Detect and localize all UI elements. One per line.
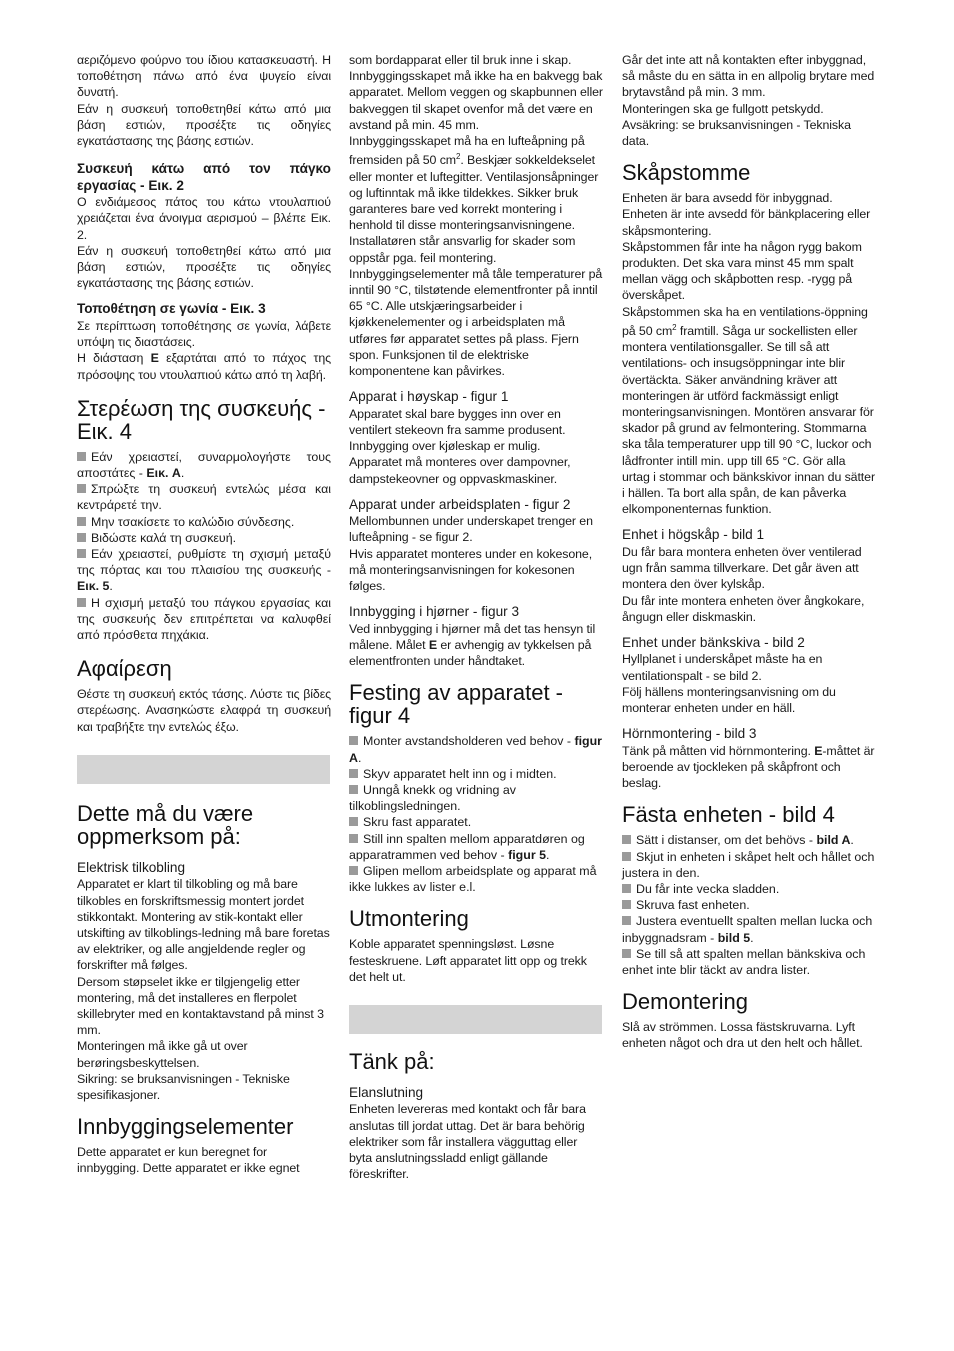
text: Μην τσακίσετε το καλώδιο σύνδεσης.: [91, 514, 295, 529]
paragraph: Koble apparatet spenningsløst. Løsne festeskruene. Løft apparatet litt opp og trekk det helt ut.: [349, 937, 587, 984]
figure-ref: figur A: [349, 734, 602, 765]
section-heading: Τοποθέτηση σε γωνία - Εικ. 3: [77, 301, 266, 317]
square-bullet-icon: [77, 549, 86, 558]
square-bullet-icon: [622, 884, 631, 893]
square-bullet-icon: [349, 834, 358, 843]
paragraph: Monteringen må ikke gå ut over berøringsbeskyttelsen.: [77, 1039, 248, 1070]
bullet-item: [622, 849, 876, 881]
column-norwegian-swedish: [349, 52, 603, 1182]
dimension-label: E: [150, 351, 159, 366]
section-title: Demontering: [622, 989, 748, 1015]
paragraph: Apparatet er klart til tilkobling og må bare tilkobles en forskriftsmessig montert jordet stikkontakt. Montering av stik-kontakt eller utskifting av tilkoblings-ledning må bare foretas av elektriker, og alle angjeldende regler og forskrifter må følges.: [77, 877, 330, 973]
square-bullet-icon: [349, 866, 358, 875]
text: Η διάσταση: [77, 351, 151, 366]
section-title: Tänk på:: [349, 1048, 435, 1074]
square-bullet-icon: [349, 769, 358, 778]
text: Ved innbygging i hjørner må det tas hensyn til målene. Målet: [349, 621, 596, 652]
text: Tänk på måtten vid hörnmontering.: [622, 743, 815, 758]
text: Skyv apparatet helt inn og i midten.: [363, 766, 557, 781]
paragraph: Hyllplanet i underskåpet måste ha en ventilationspalt - se bild 2.: [622, 652, 823, 683]
bullet-item: [77, 530, 331, 546]
section-heading: Συσκευή κάτω από τον πάγκο εργασίας - Εικ. 2: [77, 161, 331, 193]
text: . Beskjær sokkeldekselet eller monter et luftegitter. Ventilasjonsåpninger og luftinntak må ikke tildekkes. Sikker bruk garanteres bare ved korrekt montering i henhold til disse monteringsanvisningene. Installatøren står ansvarlig for skader som oppstår pga. feil montering. Innbyggingselementer må tåle temperaturer på inntil 90 °C, tilstøtende elementfronter på inntil 65 °C. Alle utskjæringsarbeider i kjøkkenelementer og i arbeidsplaten må utføres før apparatet settes på plass. Fjern spon. Funksjonen til de elektriske komponentene kan påvirkes.: [349, 153, 603, 378]
paragraph: Θέστε τη συσκευή εκτός τάσης. Λύστε τις βίδες στερέωσης. Ανασηκώστε ελαφρά τη συσκευή και τραβήξτε την εντελώς έξω.: [77, 687, 331, 734]
paragraph: Enheten levereras med kontakt och får bara anslutas till jordat uttag. Det är bara behörig elektriker som får installera vägguttag eller byta anslutningssladd enligt gällande föreskrifter.: [349, 1102, 586, 1182]
square-bullet-icon: [349, 785, 358, 794]
language-bar: [349, 1005, 602, 1034]
square-bullet-icon: [77, 452, 86, 461]
paragraph: [622, 743, 876, 792]
paragraph: Apparatet må monteres over dampovner, dampstekeovner og oppvaskmaskiner.: [349, 455, 571, 486]
superscript: 2: [672, 322, 677, 332]
section-title: Innbyggingselementer: [77, 1114, 294, 1140]
text: .: [180, 465, 185, 480]
section-heading: Elanslutning: [349, 1084, 424, 1100]
square-bullet-icon: [77, 598, 86, 607]
section-title: Skåpstomme: [622, 160, 751, 186]
bullet-item: [622, 946, 876, 978]
square-bullet-icon: [349, 736, 358, 745]
square-bullet-icon: [77, 533, 86, 542]
section-heading: Apparat i høyskap - figur 1: [349, 389, 509, 405]
column-swedish: [622, 52, 876, 1052]
paragraph: Apparatet skal bare bygges inn over en ventilert stekeovn fra samme produsent. Innbygging over kjøleskap er mulig.: [349, 406, 566, 454]
section-heading: Enhet i högskåp - bild 1: [622, 527, 765, 543]
text: -måttet är beroende av tjockleken på skåpfront och beslag.: [622, 743, 875, 791]
figure-ref: figur 5: [508, 847, 546, 862]
dimension-label: E: [814, 743, 823, 758]
text: .: [357, 750, 362, 765]
text: Sätt i distanser, om det behövs -: [636, 833, 817, 848]
text: Skåpstommen ska ha en ventilations-öppning på 50 cm: [622, 304, 868, 338]
text: .: [750, 930, 754, 945]
paragraph: Du får bara montera enheten över ventilerad ugn från samma tillverkare. Det går även att montera den över kylskåp.: [622, 544, 862, 592]
bullet-item: [622, 897, 876, 913]
bullet-item: [622, 832, 876, 848]
paragraph: Σε περίπτωση τοποθέτησης σε γωνία, λάβετε υπόψη τις διαστάσεις.: [77, 318, 331, 350]
bullet-item: [349, 733, 603, 765]
column-greek-norwegian: [77, 52, 331, 1177]
text: Se till så att spalten mellan bänkskiva och enhet inte blir täckt av andra lister.: [622, 946, 866, 977]
text: Σπρώξτε τη συσκευή εντελώς μέσα και κεντράρετέ την.: [77, 482, 331, 513]
text: Still inn spalten mellom apparatdøren og apparatrammen ved behov -: [349, 831, 585, 862]
paragraph: Enheten är bara avsedd för inbyggnad. Enheten är inte avsedd för bänkplacering eller skåpsmontering.: [622, 191, 871, 238]
paragraph: Εάν η συσκευή τοποθετηθεί κάτω από μια βάση εστιών, προσέξτε τις οδηγίες εγκατάστασης της βάσης εστιών.: [77, 101, 331, 149]
paragraph: Hvis apparatet monteres under en kokesone, må monteringsanvisningen for kokesonen følges.: [349, 546, 593, 594]
bullet-item: [349, 831, 603, 863]
paragraph: Monteringen ska ge fullgott petskydd.: [622, 101, 824, 116]
square-bullet-icon: [622, 852, 631, 861]
square-bullet-icon: [77, 484, 86, 493]
bullet-item: [77, 595, 331, 644]
bullet-item: [77, 514, 331, 530]
section-title: Dette må du være oppmerksom på:: [77, 800, 254, 849]
bullet-item: [77, 481, 331, 513]
text: Unngå knekk og vridning av tilkoblingsledningen.: [349, 782, 516, 814]
square-bullet-icon: [622, 835, 631, 844]
section-heading: Innbygging i hjørner - figur 3: [349, 604, 520, 620]
bullet-item: [622, 913, 876, 945]
paragraph: Mellombunnen under underskapet trenger en lufteåpning - se figur 2.: [349, 514, 593, 545]
square-bullet-icon: [622, 900, 631, 909]
section-title: Στερέωση της συσκευής - Εικ. 4: [77, 395, 326, 444]
language-bar: [77, 755, 330, 784]
section-heading: Hörnmontering - bild 3: [622, 726, 757, 742]
square-bullet-icon: [349, 817, 358, 826]
text: Η σχισμή μεταξύ του πάγκου εργασίας και της συσκευής δεν επιτρέπεται να καλυφθεί από πρόσθετα πηχάκια.: [77, 595, 331, 642]
text: Skjut in enheten i skåpet helt och hållet och justera in den.: [622, 849, 875, 880]
paragraph: Följ hällens monteringsanvisning om du monterar enheten under en häll.: [622, 684, 836, 716]
text: framtill. Såga ur sockellisten eller montera ventilationsgaller. Se till så att ventilations- och insugsöppningar inte blir övertäckta. Säker användning kräver att monteringen är utförd fackmässigt enligt monteringsanvisningen. Montören ansvarar för skador på grund av felmontering. Stommarna ska tåla temperaturer upp till 90 °C, luckor och lådfronter intill min. upp till 65 °C. Gör alla urtag i stommar och bänkskivor innan du sätter i hällen. Ta bort alla spån, de kan påverka elkomponenternas funktion.: [622, 323, 875, 517]
paragraph: som bordapparat eller til bruk inne i skap. Innbyggingsskapet må ikke ha en bakvegg bak apparatet. Mellom veggen og skapbunnen eller bakveggen til skapet ovenfor må det være en avstand på min. 45 mm.: [349, 53, 603, 132]
square-bullet-icon: [77, 517, 86, 526]
paragraph: [622, 304, 876, 518]
bullet-item: [349, 782, 603, 814]
square-bullet-icon: [622, 949, 631, 958]
superscript: 2: [456, 152, 461, 162]
figure-ref: bild 5: [717, 930, 751, 945]
paragraph: [349, 133, 603, 379]
text: Justera eventuellt spalten mellan lucka och inbyggnadsram -: [622, 914, 873, 945]
square-bullet-icon: [622, 916, 631, 925]
bullet-item: [349, 766, 603, 782]
paragraph: [77, 350, 331, 382]
paragraph: αεριζόμενο φούρνο του ίδιου κατασκευαστή. Η τοποθέτηση πάνω από ένα ψυγείο είναι δυνατή.: [77, 53, 331, 100]
paragraph: Skåpstommen får inte ha någon rygg bakom produkten. Det ska vara minst 45 mm spalt mellan vägg och skåpbotten resp. -rygg på överskåpet.: [622, 239, 862, 303]
text: .: [850, 833, 854, 848]
figure-ref: Εικ. 5: [77, 579, 110, 594]
figure-ref: Εικ. A: [146, 465, 181, 480]
section-title: Festing av apparatet - figur 4: [349, 680, 564, 729]
text: er avhengig av tykkelsen på elementfronten under håndtaket.: [349, 637, 592, 669]
section-title: Fästa enheten - bild 4: [622, 802, 835, 828]
section-title: Utmontering: [349, 906, 469, 932]
figure-ref: bild A: [816, 833, 851, 848]
text: Innbyggingsskapet må ha en lufteåpning på fremsiden på 50 cm: [349, 134, 585, 168]
bullet-item: [77, 546, 331, 595]
paragraph: Slå av strömmen. Lossa fästskruvarna. Lyft enheten något och dra ut den helt och hållet.: [622, 1020, 863, 1051]
bullet-item: [77, 449, 331, 481]
text: .: [109, 579, 113, 594]
text: .: [545, 847, 550, 862]
bullet-item: [349, 814, 603, 830]
text: Glipen mellom arbeidsplate og apparat må ikke lukkes av lister e.l.: [349, 863, 597, 895]
text: Εάν χρειαστεί, συναρμολογήστε τους αποστάτες -: [77, 449, 331, 480]
text: Βιδώστε καλά τη συσκευή.: [91, 530, 237, 545]
section-title: Αφαίρεση: [77, 656, 172, 682]
text: Du får inte vecka sladden.: [636, 881, 780, 896]
paragraph: Dette apparatet er kun beregnet for innbygging. Dette apparatet er ikke egnet: [77, 1145, 300, 1176]
paragraph: Går det inte att nå kontakten efter inbyggnad, så måste du en sätta in en allpolig brytare med brytavstånd på min. 3 mm.: [622, 53, 875, 100]
text: Εάν χρειαστεί, ρυθμίστε τη σχισμή μεταξύ της πόρτας και του πλαισίου της συσκευής -: [77, 546, 331, 578]
text: εξαρτάται από το πάχος της πρόσοψης του ντουλαπιού κάτω από τη λαβή.: [77, 351, 331, 382]
bullet-item: [349, 863, 603, 895]
paragraph: Du får inte montera enheten över ångkokare, ångugn eller diskmaskin.: [622, 593, 865, 624]
section-heading: Apparat under arbeidsplaten - figur 2: [349, 496, 571, 512]
paragraph: Dersom støpselet ikke er tilgjengelig etter montering, må det installeres en flerpolet skillebryter med en kontaktavstand på minst 3 mm.: [77, 974, 324, 1038]
section-heading: Elektrisk tilkobling: [77, 859, 186, 875]
text: Skruva fast enheten.: [636, 898, 750, 913]
paragraph: Avsäkring: se bruksanvisningen - Tekniska data.: [622, 117, 851, 149]
bullet-item: [622, 881, 876, 897]
text: Skru fast apparatet.: [363, 815, 472, 830]
text: Monter avstandsholderen ved behov -: [363, 734, 575, 749]
paragraph: Εάν η συσκευή τοποθετηθεί κάτω από μια βάση εστιών, προσέξτε τις οδηγίες εγκατάστασης της βάσης εστιών.: [77, 243, 331, 291]
paragraph: [349, 621, 603, 670]
paragraph: Sikring: se bruksanvisningen - Tekniske spesifikasjoner.: [77, 1071, 290, 1102]
dimension-label: E: [428, 637, 438, 652]
section-heading: Enhet under bänkskiva - bild 2: [622, 634, 805, 650]
paragraph: Ο ενδιάμεσος πάτος του κάτω ντουλαπιού χρειάζεται ένα άνοιγμα αερισμού – βλέπε Εικ. 2.: [77, 195, 331, 242]
